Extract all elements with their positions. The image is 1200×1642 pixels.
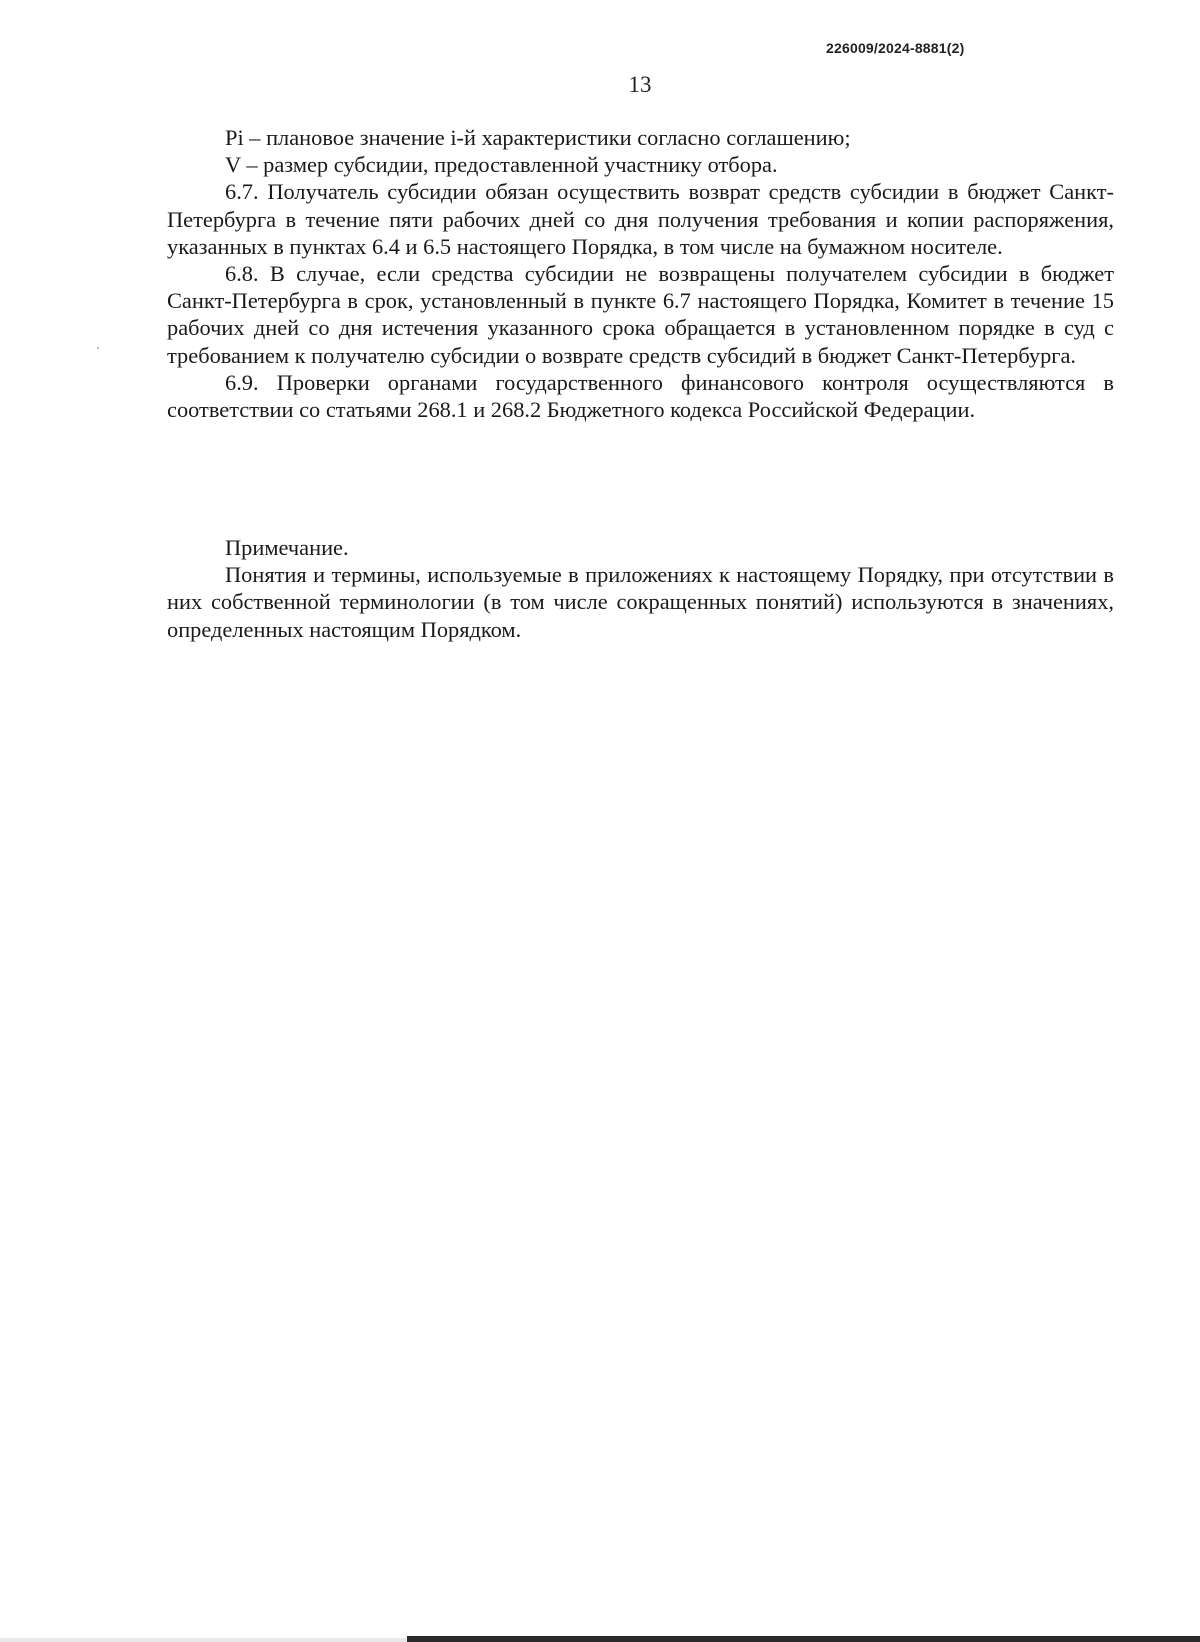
- paragraph-6-7: 6.7. Получатель субсидии обязан осуществить возврат средств субсидии в бюджет Санкт-Петербурга в течение пяти рабочих дней со дня получения требования и копии распоряжения, указанных в пунктах 6.4 и 6.5 настоящего Порядка, в том числе на бумажном носителе.: [167, 179, 1114, 259]
- paragraph-6-8: 6.8. В случае, если средства субсидии не возвращены получателем субсидии в бюджет Санкт-Петербурга в срок, установленный в пункте 6.7 настоящего Порядка, Комитет в течение 15 рабочих дней со дня истечения указанного срока обращается в установленном порядке в суд с требованием к получателю субсидии о возврате средств субсидий в бюджет Санкт-Петербурга.: [167, 261, 1114, 368]
- paragraph-pi-definition: Pi – плановое значение i-й характеристики согласно соглашению;: [225, 125, 851, 150]
- note-section: [167, 534, 1114, 643]
- scan-edge-light: [0, 1638, 407, 1642]
- scan-edge-dark: [407, 1636, 1200, 1642]
- document-registration-number: 226009/2024-8881(2): [826, 40, 965, 56]
- document-body: [167, 124, 1114, 423]
- paragraph-v-definition: V – размер субсидии, предоставленной участнику отбора.: [225, 152, 778, 178]
- note-text: Понятия и термины, используемые в приложениях к настоящему Порядку, при отсутствии в них собственной терминологии (в том числе сокращенных понятий) используются в значениях, определенных настоящим Порядком.: [167, 562, 1114, 642]
- paragraph-6-9: 6.9. Проверки органами государственного финансового контроля осуществляются в соответствии со статьями 268.1 и 268.2 Бюджетного кодекса Российской Федерации.: [167, 369, 1114, 423]
- note-heading: Примечание.: [225, 535, 349, 560]
- page-number: 13: [628, 72, 652, 97]
- scan-speck: [97, 347, 99, 349]
